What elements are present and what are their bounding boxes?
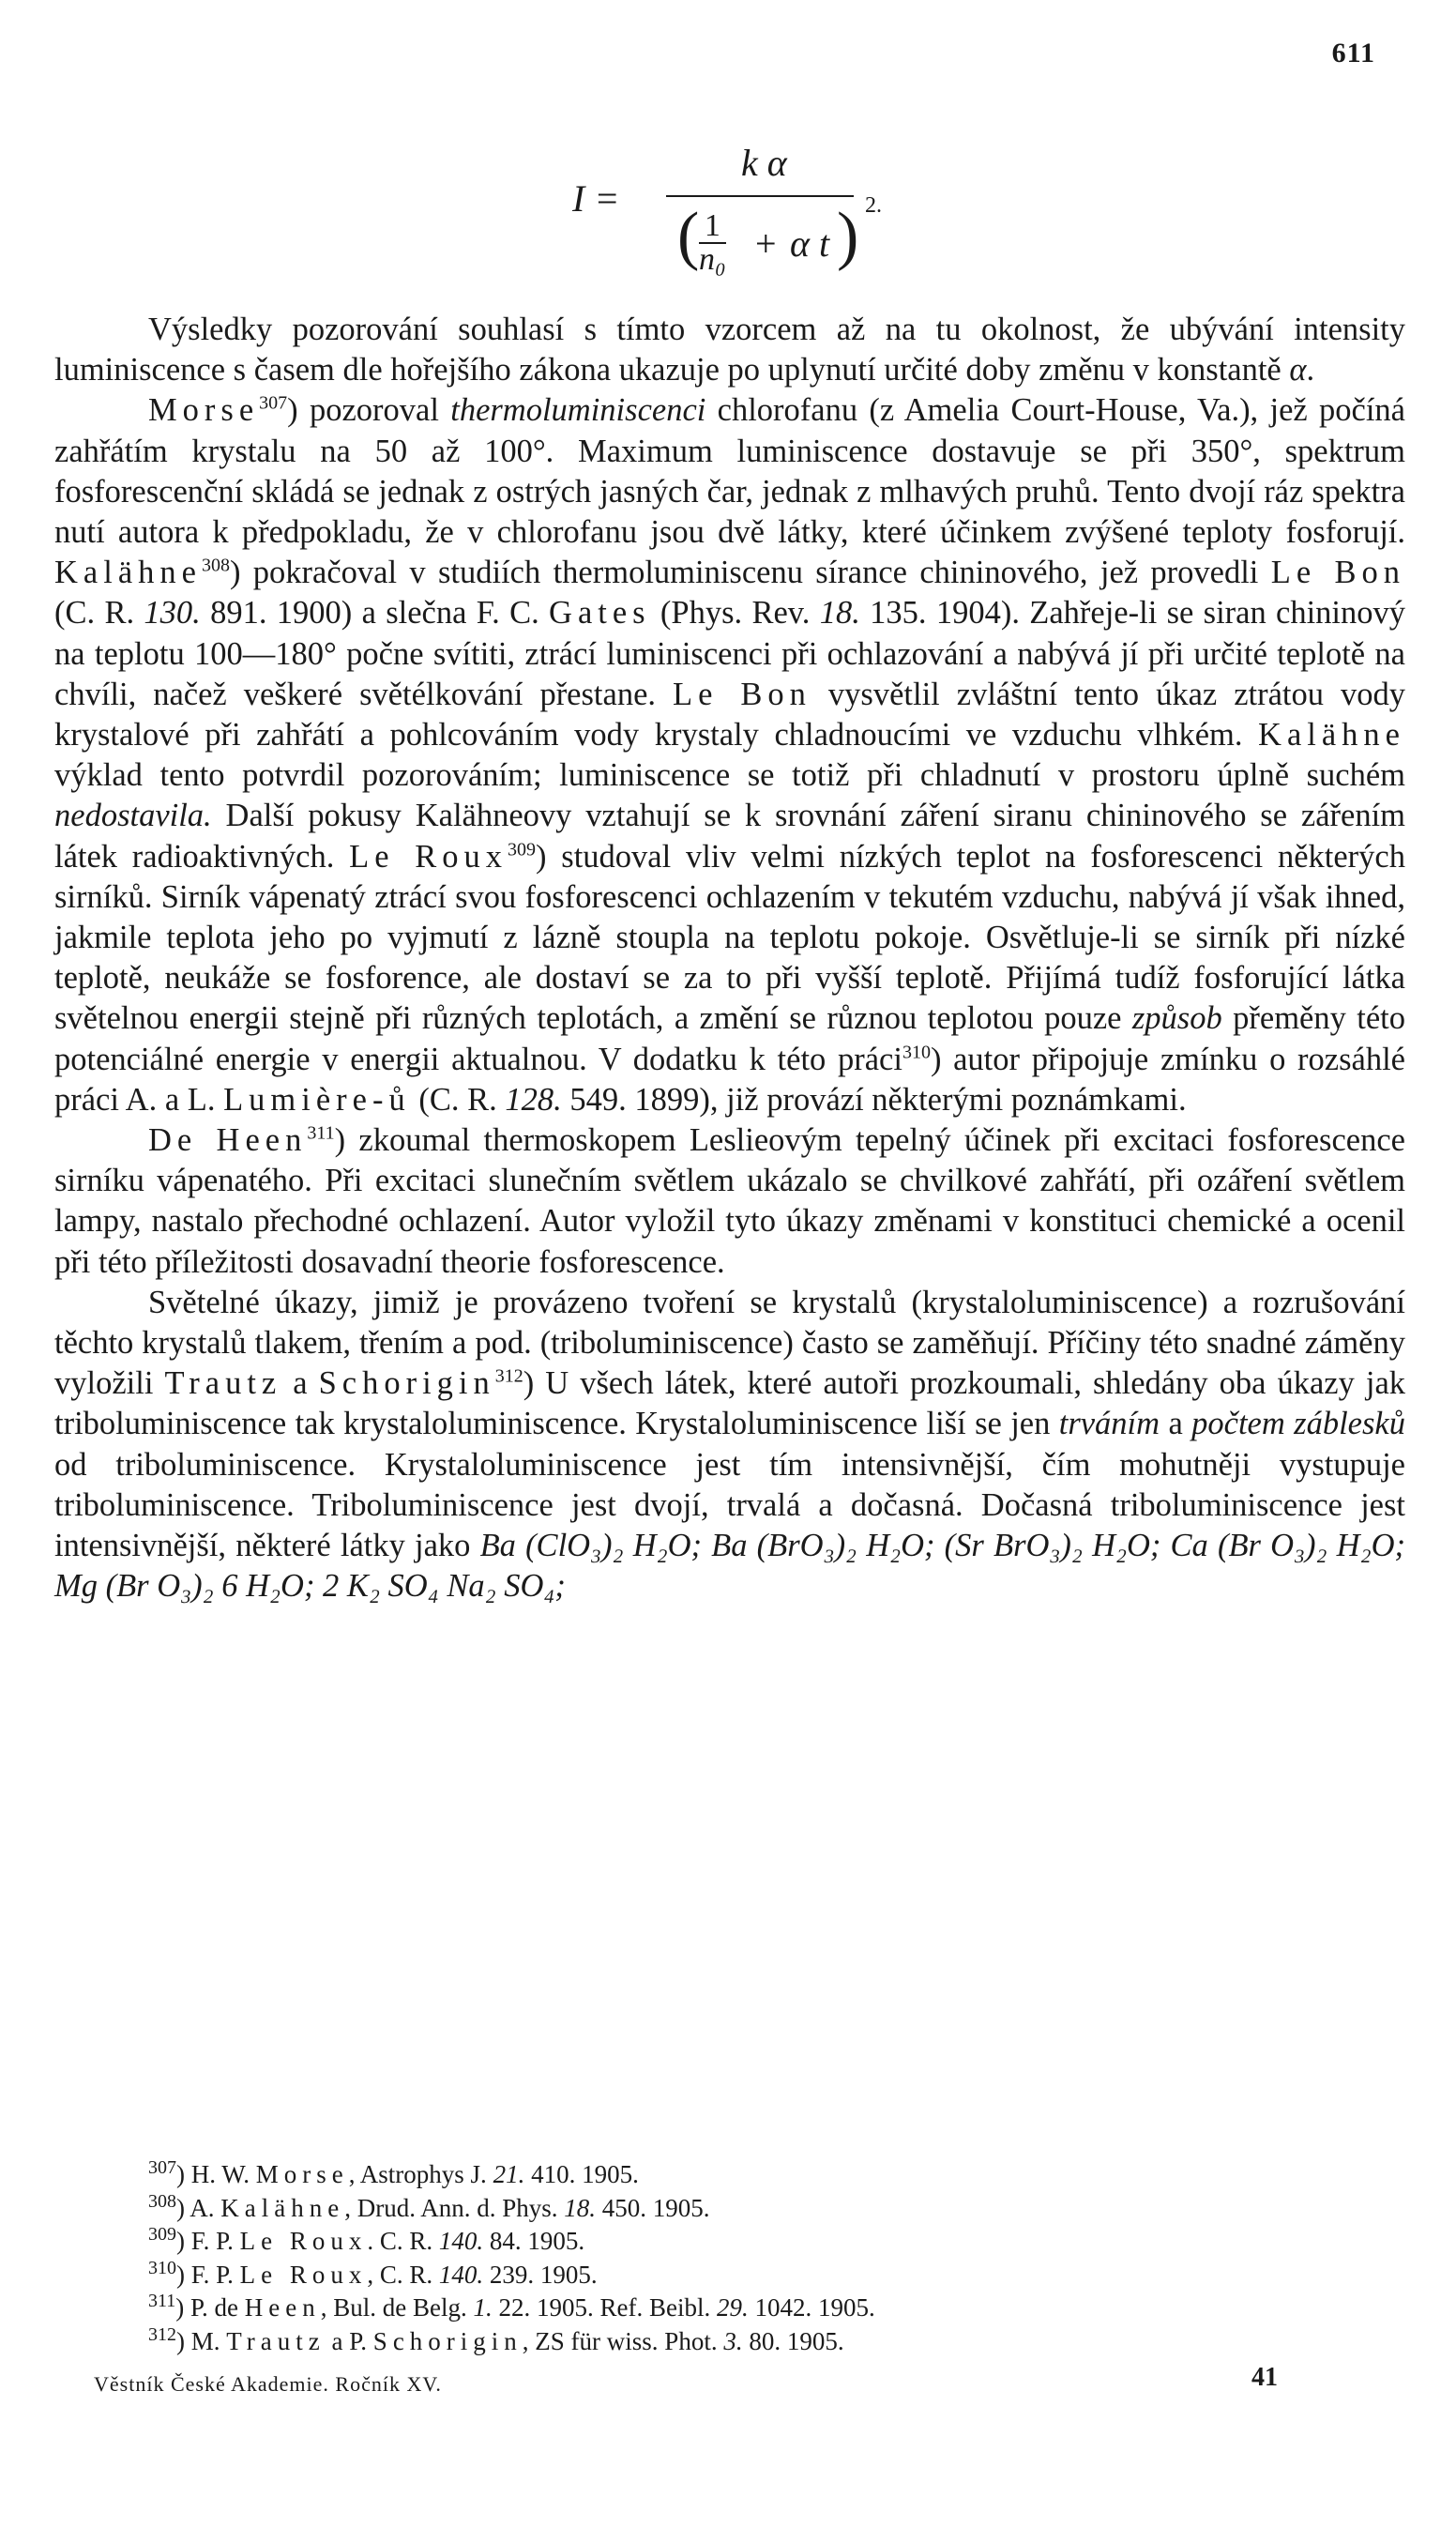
italic-text: způsob (1131, 1000, 1222, 1037)
italic-text: 128. (505, 1081, 562, 1118)
formula-inner-fraction (699, 210, 726, 276)
text-run: 410. 1905. (524, 2160, 639, 2188)
text-run: P. de (190, 2293, 245, 2322)
formula-left-paren: ( (677, 200, 700, 272)
formula-inner-numerator: 1 (699, 210, 726, 244)
author-name: Morse (255, 2160, 349, 2188)
footnote (148, 2259, 1405, 2292)
author-name: Schorigin (318, 1365, 495, 1402)
text-run: chlorofanu (z Amelia Court-House, Va.), jež počíná zahřátím krystalu na 50 až 100°. Maximum luminiscence dostavuje se při 350°, spektrum fosforescenční skládá se jednak z ostrých jasných čar, jednak z mlhavých pruhů. Tento dvojí ráz spektra nutí autora k předpokladu, že v chlorofanu jsou dvě látky, které účinkem zvýšené teploty fosforují. (54, 392, 1405, 551)
text-run: 239. 1905. (483, 2260, 598, 2289)
paragraph (54, 390, 1405, 1120)
text-run: F. P. (190, 2260, 240, 2289)
text-run: výklad tento potvrdil pozorováním; luminiscence se totiž při chladnutí v prostoru úplně suchém (54, 757, 1405, 794)
formula-fraction-bar (666, 195, 854, 197)
author-name: Gates (549, 595, 651, 632)
footnote-ref: 309 (508, 839, 537, 860)
footnote-ref: 312 (494, 1365, 523, 1387)
text-run: . (1306, 352, 1315, 388)
italic-text: 18. (564, 2193, 596, 2222)
author-name: Kalähne (220, 2193, 345, 2222)
text-run: ) autor připojuje zmínku o rozsáhlé práci A. a L. (54, 1041, 1405, 1118)
text-run: ) studoval vliv velmi nízkých teplot na fosforescenci některých sirníků. Sirník vápenatý ztrácí svou fosforescenci ochlazením v tekutém vzduchu, nabývá jí však ihned, jakmile teplota jeho po vyjmutí z lázně stoupla na teplotu pokoje. Osvětluje-li se sirník při nízké teplotě, neukáže se fosforence, ale dostaví se za to při vyšší teplotě. Přijímá tudíž fosforující látka světelnou energii stejně při různých teplotách, a změní se různou teplotou pouze (54, 838, 1405, 1037)
footnote-ref: 310 (902, 1042, 931, 1063)
text-run: , C. R. (367, 2260, 439, 2289)
author-name: Kalähne (1258, 717, 1405, 754)
italic-text: nedostavila. (54, 798, 212, 834)
text-run: ) U všech látek, které autoři prozkoumali, shledány oba úkazy jak triboluminiscence tak krystaloluminiscence. Krystaloluminiscence liší se jen (54, 1365, 1406, 1442)
text-run: A. (190, 2193, 221, 2222)
author-name: Schorigin (372, 2326, 523, 2355)
footnote-number: 312 (148, 2323, 176, 2345)
formula-plus: + (755, 222, 777, 265)
text-run: od triboluminiscence. Krystaloluminiscence jest tím intensivnější, čím mohutněji vystupuje triboluminiscence. Triboluminiscence jest dvojí, trvalá a dočasná. Dočasná triboluminiscence jest intensivnější, některé látky jako (54, 1446, 1405, 1564)
author-name: De Heen (148, 1122, 308, 1159)
text-run: (C. R. (410, 1081, 506, 1118)
text-run: , Astrophys J. (348, 2160, 493, 2188)
text-run: ) zkoumal thermoskopem Leslieovým tepelný účinek při excitaci fosforescence sirníku vápenatého. Při excitaci slunečním světlem ukázalo se chvilkové zahřátí, při ozáření světlem lampy, nastalo přechodné ochlazení. Autor vyložil tyto úkazy změnami v konstituci chemické a ocenil při této příležitosti dosavadní theorie fosforescence. (54, 1122, 1405, 1280)
italic-text: 130. (144, 595, 201, 632)
footnote (148, 2292, 1405, 2325)
journal-footer: Věstník České Akademie. Ročník XV. (94, 2372, 442, 2396)
author-name: Le Roux (349, 838, 508, 875)
footnote-paren: ) (176, 2260, 191, 2289)
text-run: a (1160, 1406, 1192, 1442)
luminescence-formula (572, 141, 929, 282)
author-name: Le Roux (239, 2260, 368, 2289)
text-run: 80. 1905. (742, 2326, 844, 2355)
footnote-ref: 307 (259, 392, 288, 414)
text-run: ) pokračoval v studiích thermoluminiscenu sírance chininového, jež provedli (229, 555, 1271, 591)
text-run: Světelné úkazy, jimiž je provázeno tvoření se krystalů (krystaloluminiscence) a rozrušování těchto krystalů tlakem, třením a pod. (triboluminiscence) často se zaměňují. Příčiny této snadné záměny vyložili (54, 1284, 1405, 1402)
author-name: Le Roux (239, 2227, 368, 2255)
text-run: Další pokusy Kalähneovy vztahují se k srovnání záření siranu chininového se zářením látek radioaktivných. (54, 798, 1405, 875)
footnote-ref: 311 (307, 1122, 335, 1144)
text-run: 1042. 1905. (748, 2293, 875, 2322)
footnote-number: 310 (148, 2257, 176, 2278)
formula-numerator: k α (741, 142, 787, 184)
footnote-paren: ) (176, 2227, 191, 2255)
text-run: a P. (325, 2326, 373, 2355)
text-run: ) pozoroval (287, 392, 451, 429)
footnote-paren: ) (175, 2293, 191, 2322)
text-run: 549. 1899), již provází některými poznámkami. (561, 1081, 1187, 1118)
author-name: Trautz (164, 1365, 282, 1402)
italic-text: 21. (493, 2160, 525, 2188)
text-run: 135. 1904). Zahřeje-li se siran chininový na teplotu 100—180° počne svítiti, ztrácí luminiscenci při ochlazování a nabývá jí při určité teplotě na chvíli, načež veškeré světélkování přestane. (54, 595, 1406, 712)
italic-text: počtem záblesků (1191, 1406, 1405, 1442)
author-name: Morse (148, 392, 260, 429)
footnote (148, 2192, 1405, 2226)
italic-text: 29. (716, 2293, 749, 2322)
footnote-paren: ) (176, 2326, 191, 2355)
text-run: , Drud. Ann. d. Phys. (344, 2193, 565, 2222)
footnote-number: 307 (148, 2157, 176, 2178)
footnote (148, 2158, 1405, 2192)
text-run: , ZS für wiss. Phot. (522, 2326, 724, 2355)
formula-inner-denominator: n₀ (699, 242, 726, 277)
italic-text: 1. (473, 2293, 493, 2322)
sheet-number: 41 (1251, 2363, 1278, 2392)
italic-text: 140. (438, 2227, 484, 2255)
italic-text: Ba (ClO₃)₂ H₂O; Ba (BrO₃)₂ H₂O; (Sr BrO₃)₂ H₂O; Ca (Br O₃)₂ H₂O; Mg (Br O₃)₂ 6 H₂O; 2 K₂ SO₄ Na₂ SO₄; (54, 1528, 1405, 1605)
footnote-number: 311 (148, 2291, 176, 2311)
italic-text: 140. (438, 2260, 484, 2289)
paragraph (54, 310, 1405, 390)
formula-exponent: 2. (865, 193, 882, 218)
text-run: , Bul. de Belg. (320, 2293, 474, 2322)
text-run: 84. 1905. (483, 2227, 585, 2255)
text-run: (C. R. (54, 595, 144, 632)
italic-text: α (1289, 352, 1307, 388)
text-run: 450. 1905. (596, 2193, 710, 2222)
footnotes (54, 2158, 1405, 2358)
text-run: M. (190, 2326, 227, 2355)
body-text (54, 310, 1405, 1607)
footnote-number: 308 (148, 2190, 176, 2212)
author-name: Le Bon (1270, 555, 1405, 591)
page-number: 611 (1331, 38, 1375, 69)
text-run: . C. R. (367, 2227, 439, 2255)
author-name: Trautz (226, 2326, 326, 2355)
text-run: přeměny této potenciálné energie v energii aktualnou. V dodatku k této práci (54, 1000, 1405, 1077)
text-run: F. P. (190, 2227, 240, 2255)
footnote-paren: ) (176, 2160, 191, 2188)
author-name: Kalähne (54, 555, 202, 591)
italic-text: 3. (723, 2326, 743, 2355)
formula-lhs: I = (572, 177, 620, 220)
italic-text: thermoluminiscenci (450, 392, 706, 429)
text-run: vysvětlil zvláštní tento úkaz ztrátou vody krystalové při zahřátí a pohlcováním vody krystaly chladnoucími ve vzduchu vlhkém. (54, 676, 1405, 754)
author-name: Le Bon (673, 676, 811, 712)
text-run: Výsledky pozorování souhlasí s tímto vzorcem až na tu okolnost, že ubývání intensity luminiscence s časem dle hořejšího zákona ukazuje po uplynutí určité doby změnu v konstantě (54, 312, 1405, 388)
footnote-paren: ) (176, 2193, 190, 2222)
author-name: Lumière-ů (223, 1081, 411, 1118)
paragraph (54, 1283, 1405, 1607)
text-run: (Phys. Rev. (650, 595, 820, 632)
text-run: a (281, 1365, 319, 1402)
text-run: H. W. (190, 2160, 256, 2188)
italic-text: trváním (1058, 1406, 1160, 1442)
italic-text: 18. (819, 595, 860, 632)
text-run: 22. 1905. Ref. Beibl. (492, 2293, 717, 2322)
footnote-number: 309 (148, 2224, 176, 2245)
paragraph (54, 1120, 1405, 1283)
text-run: 891. 1900) a slečna F. C. (200, 595, 550, 632)
formula-right-paren: ) (837, 200, 859, 272)
footnote (148, 2225, 1405, 2259)
footnote-ref: 308 (201, 555, 230, 576)
footnote (148, 2325, 1405, 2359)
author-name: Heen (244, 2293, 321, 2322)
formula-term: α t (790, 222, 830, 265)
